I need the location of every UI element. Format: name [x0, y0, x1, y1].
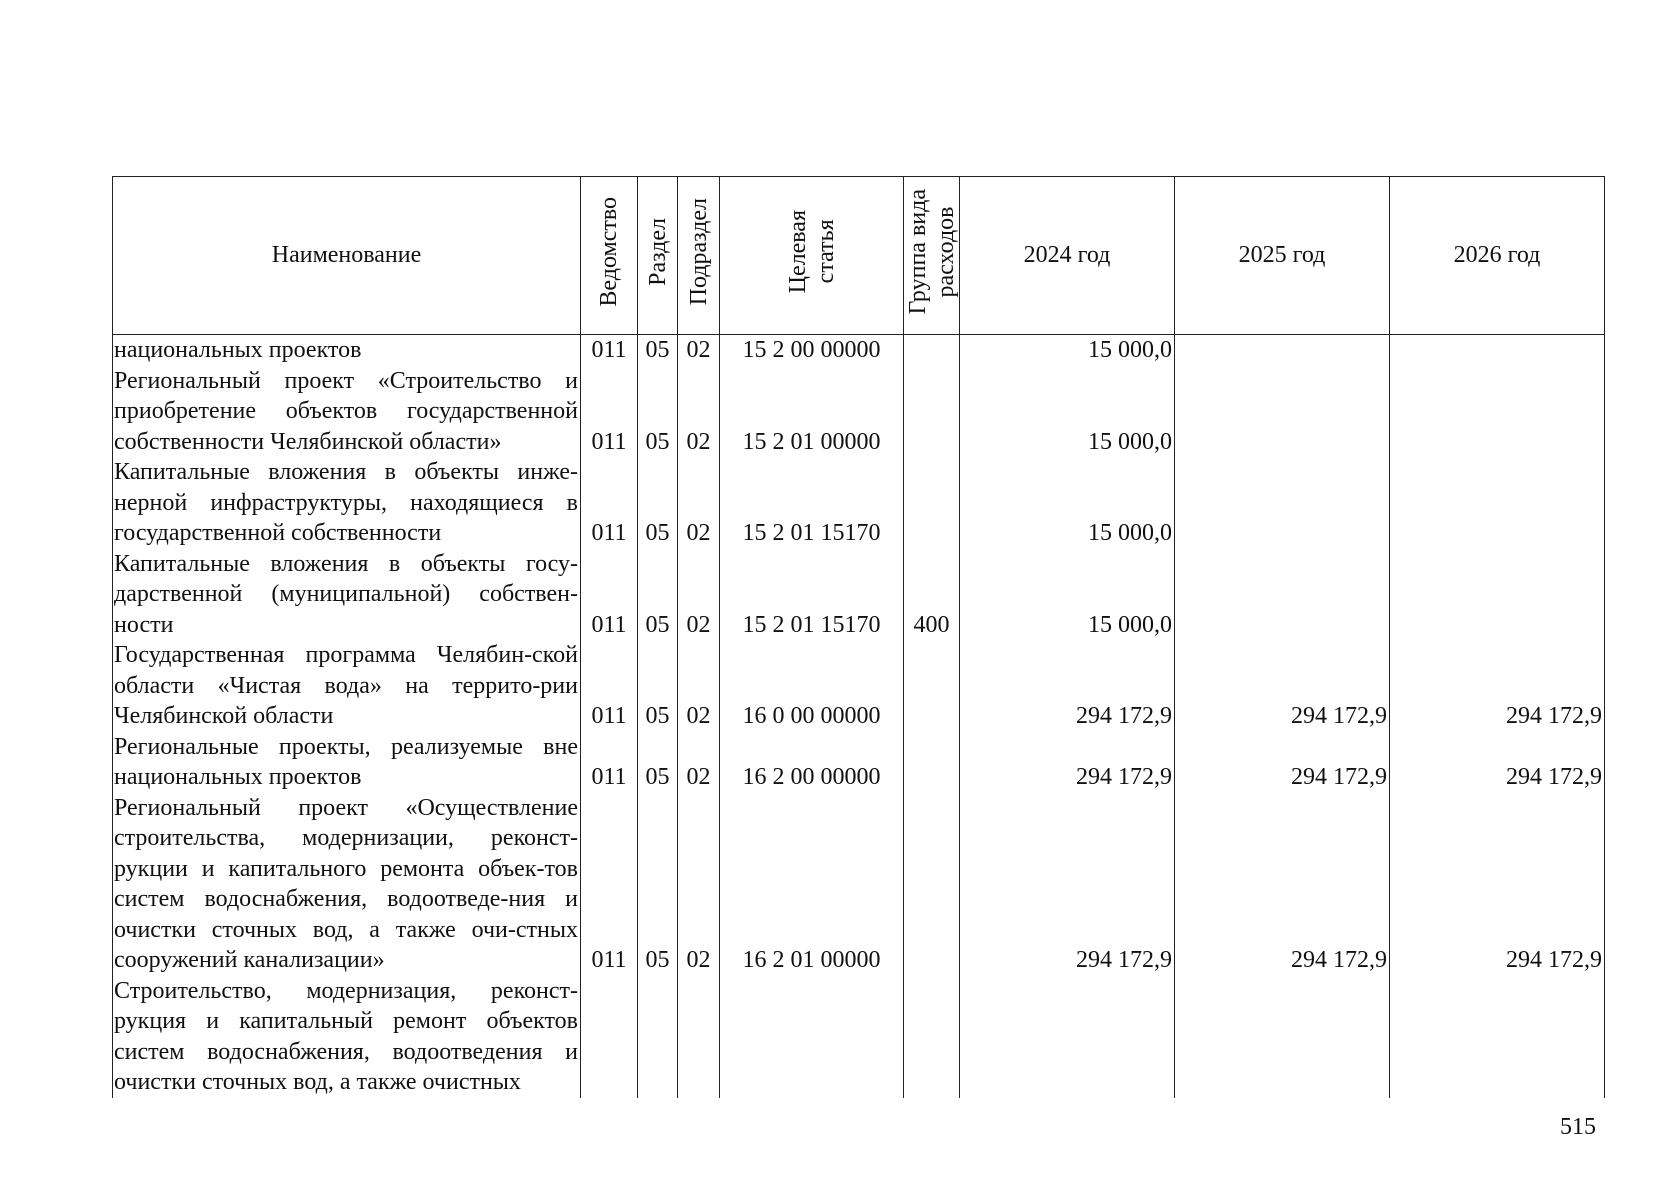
- row-celevaya-statya: 15 2 01 00000: [720, 366, 904, 458]
- header-gruppa-vida-rashodov: Группа вида расходов: [904, 177, 960, 335]
- row-celevaya-statya: [720, 976, 904, 1098]
- row-razdel: 05: [638, 457, 678, 549]
- row-name: Капитальные вложения в объекты инже-нерной инфраструктуры, находящиеся в государственной собственности: [113, 457, 581, 549]
- row-2026: [1390, 976, 1605, 1098]
- row-2024: 294 172,9: [960, 640, 1175, 732]
- row-2024: [960, 976, 1175, 1098]
- header-vedomstvo: Ведомство: [581, 177, 638, 335]
- header-podrazdel: Подраздел: [678, 177, 720, 335]
- row-2024: 15 000,0: [960, 549, 1175, 641]
- row-2025: [1175, 976, 1390, 1098]
- row-2024: 15 000,0: [960, 366, 1175, 458]
- table-row: [113, 366, 1605, 458]
- table-row: [113, 457, 1605, 549]
- row-name: Региональный проект «Строительство и приобретение объектов государственной собственности Челябинской области»: [113, 366, 581, 458]
- row-podrazdel: 02: [678, 732, 720, 793]
- header-2026: 2026 год: [1390, 177, 1605, 335]
- row-podrazdel: 02: [678, 793, 720, 976]
- table-row: [113, 640, 1605, 732]
- row-gruppa: [904, 640, 960, 732]
- row-podrazdel: 02: [678, 549, 720, 641]
- row-2026: 294 172,9: [1390, 793, 1605, 976]
- header-razdel: Раздел: [638, 177, 678, 335]
- row-gruppa: [904, 793, 960, 976]
- row-2026: [1390, 366, 1605, 458]
- row-vedomstvo: 011: [581, 732, 638, 793]
- row-vedomstvo: 011: [581, 549, 638, 641]
- table-row: [113, 549, 1605, 641]
- table-row: [113, 335, 1605, 366]
- row-name: Строительство, модернизация, реконст-рукция и капитальный ремонт объектов систем водоснабжения, водоотведения и очистки сточных вод, а также очистных: [113, 976, 581, 1098]
- row-vedomstvo: 011: [581, 366, 638, 458]
- row-podrazdel: [678, 976, 720, 1098]
- row-gruppa: [904, 457, 960, 549]
- row-razdel: 05: [638, 640, 678, 732]
- row-celevaya-statya: 16 2 00 00000: [720, 732, 904, 793]
- header-celevaya-statya: Целевая статья: [720, 177, 904, 335]
- row-name: Капитальные вложения в объекты госу-дарственной (муниципальной) собствен-ности: [113, 549, 581, 641]
- row-2025: 294 172,9: [1175, 793, 1390, 976]
- row-celevaya-statya: 15 2 01 15170: [720, 549, 904, 641]
- row-podrazdel: 02: [678, 335, 720, 366]
- row-2026: [1390, 335, 1605, 366]
- row-gruppa: 400: [904, 549, 960, 641]
- row-vedomstvo: 011: [581, 457, 638, 549]
- row-vedomstvo: 011: [581, 640, 638, 732]
- row-2025: [1175, 366, 1390, 458]
- row-celevaya-statya: 15 2 00 00000: [720, 335, 904, 366]
- row-gruppa: [904, 732, 960, 793]
- row-celevaya-statya: 16 2 01 00000: [720, 793, 904, 976]
- row-2025: [1175, 457, 1390, 549]
- row-name: Региональный проект «Осуществление строительства, модернизации, реконст-рукции и капитального ремонта объек-тов систем водоснабжения, водоотведе-ния и очистки сточных вод, а также очи-стных сооружений канализации»: [113, 793, 581, 976]
- header-name: Наименование: [113, 177, 581, 335]
- row-2024: 15 000,0: [960, 457, 1175, 549]
- row-2025: 294 172,9: [1175, 640, 1390, 732]
- row-gruppa: [904, 335, 960, 366]
- page-number: 515: [1560, 1114, 1596, 1140]
- row-vedomstvo: 011: [581, 335, 638, 366]
- table-row: [113, 732, 1605, 793]
- row-celevaya-statya: 15 2 01 15170: [720, 457, 904, 549]
- row-podrazdel: 02: [678, 640, 720, 732]
- row-2026: [1390, 549, 1605, 641]
- row-podrazdel: 02: [678, 366, 720, 458]
- budget-sheet: [112, 176, 1604, 1098]
- row-2026: 294 172,9: [1390, 732, 1605, 793]
- row-2025: [1175, 335, 1390, 366]
- row-2024: 294 172,9: [960, 793, 1175, 976]
- row-razdel: 05: [638, 335, 678, 366]
- row-name: национальных проектов: [113, 335, 581, 366]
- row-celevaya-statya: 16 0 00 00000: [720, 640, 904, 732]
- row-2025: [1175, 549, 1390, 641]
- row-podrazdel: 02: [678, 457, 720, 549]
- row-vedomstvo: [581, 976, 638, 1098]
- row-2025: 294 172,9: [1175, 732, 1390, 793]
- row-2026: 294 172,9: [1390, 640, 1605, 732]
- row-2026: [1390, 457, 1605, 549]
- row-vedomstvo: 011: [581, 793, 638, 976]
- row-gruppa: [904, 366, 960, 458]
- row-2024: 15 000,0: [960, 335, 1175, 366]
- row-razdel: 05: [638, 549, 678, 641]
- row-razdel: [638, 976, 678, 1098]
- header-row: [113, 177, 1605, 335]
- row-name: Региональные проекты, реализуемые вне национальных проектов: [113, 732, 581, 793]
- row-name: Государственная программа Челябин-ской области «Чистая вода» на террито-рии Челябинской области: [113, 640, 581, 732]
- row-razdel: 05: [638, 366, 678, 458]
- header-2024: 2024 год: [960, 177, 1175, 335]
- header-2025: 2025 год: [1175, 177, 1390, 335]
- row-razdel: 05: [638, 793, 678, 976]
- table-row: [113, 976, 1605, 1098]
- row-gruppa: [904, 976, 960, 1098]
- table-row: [113, 793, 1605, 976]
- budget-table: [112, 176, 1605, 1098]
- row-2024: 294 172,9: [960, 732, 1175, 793]
- row-razdel: 05: [638, 732, 678, 793]
